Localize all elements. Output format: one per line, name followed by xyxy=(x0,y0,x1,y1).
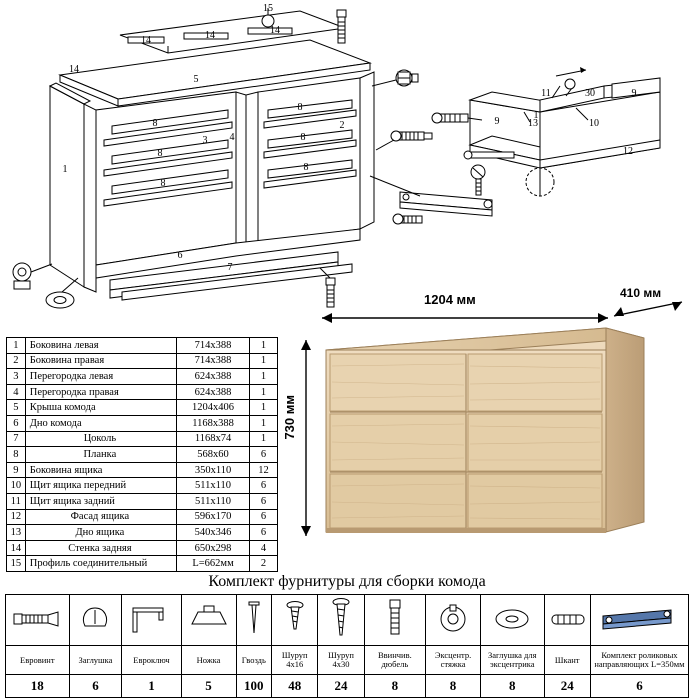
part-name: Дно комода xyxy=(25,415,176,431)
fitting-name: Шкант xyxy=(544,646,590,675)
chest-render-svg xyxy=(292,300,690,550)
part-number: 2 xyxy=(7,353,26,369)
part-qty: 1 xyxy=(249,431,277,447)
callout-9b: 9 xyxy=(631,88,637,99)
exploded-diagram-svg xyxy=(0,0,694,320)
table-row xyxy=(7,400,278,416)
fitting-name: Гвоздь xyxy=(236,646,272,675)
table-row xyxy=(7,431,278,447)
part-name: Дно ящика xyxy=(25,525,176,541)
callout-8e: 8 xyxy=(300,132,306,143)
callout-5: 5 xyxy=(193,74,199,85)
part-size: 350х110 xyxy=(177,462,250,478)
callout-7: 7 xyxy=(227,262,233,273)
shkant-icon xyxy=(544,595,590,646)
part-size: 624х388 xyxy=(177,384,250,400)
fitting-count: 6 xyxy=(590,675,688,698)
fitting-count: 6 xyxy=(69,675,122,698)
table-row xyxy=(7,369,278,385)
callout-8d: 8 xyxy=(297,102,303,113)
part-number: 10 xyxy=(7,478,26,494)
part-qty: 4 xyxy=(249,540,277,556)
dimension-height: 730 мм xyxy=(282,395,297,440)
part-size: 714х388 xyxy=(177,353,250,369)
part-number: 1 xyxy=(7,338,26,354)
fitting-count: 24 xyxy=(318,675,364,698)
part-size: 650х298 xyxy=(177,540,250,556)
part-number: 13 xyxy=(7,525,26,541)
chest-photo-with-dimensions xyxy=(282,286,690,550)
part-qty: 2 xyxy=(249,556,277,572)
fitting-name: Шуруп 4х30 xyxy=(318,646,364,675)
part-number: 12 xyxy=(7,509,26,525)
part-size: 511х110 xyxy=(177,478,250,494)
callout-3: 3 xyxy=(202,135,208,146)
parts-table xyxy=(6,337,278,572)
part-name: Боковина правая xyxy=(25,353,176,369)
part-name: Крыша комода xyxy=(25,400,176,416)
callout-30: 30 xyxy=(585,88,595,99)
table-row xyxy=(7,338,278,354)
part-number: 15 xyxy=(7,556,26,572)
callout-12: 12 xyxy=(623,146,633,157)
table-row xyxy=(7,384,278,400)
part-number: 7 xyxy=(7,431,26,447)
callout-8b: 8 xyxy=(157,148,163,159)
fitting-count: 24 xyxy=(544,675,590,698)
part-qty: 1 xyxy=(249,384,277,400)
table-row xyxy=(7,353,278,369)
fitting-count: 8 xyxy=(426,675,481,698)
slide-rail-icon xyxy=(590,595,688,646)
table-row xyxy=(7,415,278,431)
part-name: Щит ящика задний xyxy=(25,493,176,509)
part-name: Фасад ящика xyxy=(25,509,176,525)
part-size: 511х110 xyxy=(177,493,250,509)
fitting-count: 8 xyxy=(481,675,545,698)
part-name: Стенка задняя xyxy=(25,540,176,556)
part-qty: 1 xyxy=(249,338,277,354)
part-qty: 1 xyxy=(249,400,277,416)
part-size: 624х388 xyxy=(177,369,250,385)
screw-4x16-icon xyxy=(272,595,318,646)
callout-9a: 9 xyxy=(494,116,500,127)
part-qty: 6 xyxy=(249,493,277,509)
part-qty: 6 xyxy=(249,478,277,494)
callout-10: 10 xyxy=(589,118,599,129)
part-size: 1168х74 xyxy=(177,431,250,447)
fittings-title: Комплект фурнитуры для сборки комода xyxy=(208,573,486,590)
part-name: Перегородка правая xyxy=(25,384,176,400)
part-number: 14 xyxy=(7,540,26,556)
part-size: 596х170 xyxy=(177,509,250,525)
fitting-name: Эксцентр. стяжка xyxy=(426,646,481,675)
fitting-count: 48 xyxy=(272,675,318,698)
dowel-icon xyxy=(364,595,425,646)
leg-icon xyxy=(181,595,236,646)
fitting-name: Евроключ xyxy=(122,646,181,675)
part-number: 4 xyxy=(7,384,26,400)
callout-14a: 14 xyxy=(141,35,151,46)
table-row xyxy=(7,493,278,509)
dimension-depth: 410 мм xyxy=(620,286,662,300)
part-name: Цоколь xyxy=(25,431,176,447)
table-row xyxy=(7,447,278,463)
part-number: 5 xyxy=(7,400,26,416)
callout-4: 4 xyxy=(229,132,235,143)
fitting-count: 5 xyxy=(181,675,236,698)
part-qty: 1 xyxy=(249,369,277,385)
callout-8c: 8 xyxy=(160,178,166,189)
callout-1: 1 xyxy=(62,164,68,175)
table-row xyxy=(7,556,278,572)
callout-11: 11 xyxy=(541,88,551,99)
screw-4x30-icon xyxy=(318,595,364,646)
cap-icon xyxy=(69,595,122,646)
part-size: 540х346 xyxy=(177,525,250,541)
table-row xyxy=(7,540,278,556)
callout-2: 2 xyxy=(339,120,345,131)
callout-6: 6 xyxy=(177,250,183,261)
callout-14b: 14 xyxy=(205,30,215,41)
part-number: 3 xyxy=(7,369,26,385)
part-qty: 6 xyxy=(249,447,277,463)
fitting-count: 8 xyxy=(364,675,425,698)
part-name: Перегородка левая xyxy=(25,369,176,385)
fitting-name: Ввинчив. дюбель xyxy=(364,646,425,675)
fitting-name: Заглушка для эксцентрика xyxy=(481,646,545,675)
fitting-count: 100 xyxy=(236,675,272,698)
fitting-count: 18 xyxy=(6,675,70,698)
eccentric-cap-icon xyxy=(481,595,545,646)
part-name: Боковина ящика xyxy=(25,462,176,478)
fitting-name: Шуруп 4х16 xyxy=(272,646,318,675)
part-size: 1168х388 xyxy=(177,415,250,431)
callout-14d: 14 xyxy=(69,64,79,75)
fitting-name: Евровинт xyxy=(6,646,70,675)
fittings-table xyxy=(5,594,689,698)
callout-13: 13 xyxy=(528,118,538,129)
callout-14c: 14 xyxy=(270,25,280,36)
part-number: 8 xyxy=(7,447,26,463)
dimension-width: 1204 мм xyxy=(424,292,476,307)
part-number: 11 xyxy=(7,493,26,509)
part-qty: 6 xyxy=(249,509,277,525)
euro-key-icon xyxy=(122,595,181,646)
callout-8f: 8 xyxy=(303,162,309,173)
part-size: L=662мм xyxy=(177,556,250,572)
part-number: 6 xyxy=(7,415,26,431)
euro-screw-icon xyxy=(6,595,70,646)
table-row xyxy=(7,509,278,525)
table-row xyxy=(7,478,278,494)
callout-1drawer: 1 xyxy=(533,110,539,121)
fitting-count: 1 xyxy=(122,675,181,698)
table-row xyxy=(7,462,278,478)
part-size: 568х60 xyxy=(177,447,250,463)
part-size: 714х388 xyxy=(177,338,250,354)
part-name: Боковина левая xyxy=(25,338,176,354)
callout-15: 15 xyxy=(263,3,273,14)
part-qty: 1 xyxy=(249,353,277,369)
part-qty: 6 xyxy=(249,525,277,541)
part-qty: 12 xyxy=(249,462,277,478)
exploded-assembly-diagram xyxy=(0,0,694,320)
fitting-name: Комплект роликовых направляющих L=350мм xyxy=(590,646,688,675)
eccentric-icon xyxy=(426,595,481,646)
part-number: 9 xyxy=(7,462,26,478)
part-name: Щит ящика передний xyxy=(25,478,176,494)
nail-icon xyxy=(236,595,272,646)
fitting-name: Заглушка xyxy=(69,646,122,675)
part-size: 1204х406 xyxy=(177,400,250,416)
fitting-name: Ножка xyxy=(181,646,236,675)
callout-8a: 8 xyxy=(152,118,158,129)
table-row xyxy=(7,525,278,541)
part-name: Профиль соединительный xyxy=(25,556,176,572)
part-name: Планка xyxy=(25,447,176,463)
part-qty: 1 xyxy=(249,415,277,431)
